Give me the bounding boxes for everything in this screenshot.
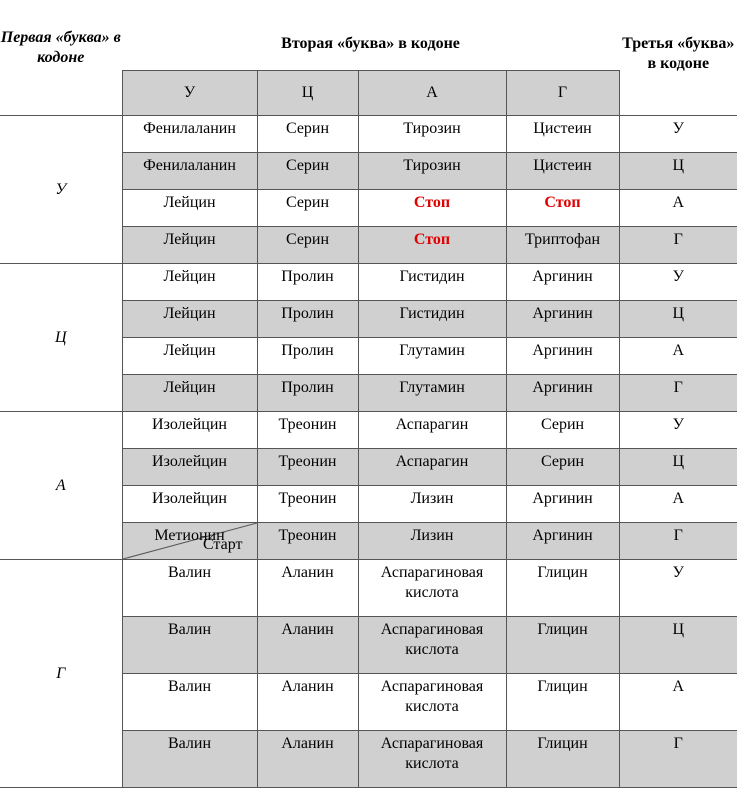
- amino-acid-cell: Лейцин: [122, 301, 257, 338]
- amino-acid-cell: Глутамин: [358, 338, 506, 375]
- third-letter-cell: Ц: [619, 301, 737, 338]
- amino-acid-cell: Глицин: [506, 731, 619, 788]
- table-row: [0, 116, 737, 153]
- table-body: [0, 116, 737, 788]
- amino-acid-cell: Изолейцин: [122, 449, 257, 486]
- amino-acid-cell: Серин: [506, 412, 619, 449]
- amino-acid-cell: Аланин: [257, 617, 358, 674]
- first-letter-header: Первая «буква» в кодоне: [0, 28, 122, 116]
- amino-acid-cell: Аспарагин: [358, 412, 506, 449]
- column-header-ts: Ц: [257, 71, 358, 116]
- amino-acid-cell: Пролин: [257, 375, 358, 412]
- column-header-a: А: [358, 71, 506, 116]
- column-header-g: Г: [506, 71, 619, 116]
- amino-acid-cell: Треонин: [257, 412, 358, 449]
- amino-acid-cell: Гистидин: [358, 301, 506, 338]
- amino-acid-cell: Глицин: [506, 560, 619, 617]
- amino-acid-cell: Лейцин: [122, 264, 257, 301]
- first-letter-cell: У: [0, 116, 122, 264]
- first-letter-cell: Ц: [0, 264, 122, 412]
- amino-acid-cell: Лизин: [358, 486, 506, 523]
- amino-acid-cell: Серин: [257, 116, 358, 153]
- amino-acid-cell: Лизин: [358, 523, 506, 560]
- third-letter-cell: У: [619, 412, 737, 449]
- amino-acid-cell: Серин: [257, 153, 358, 190]
- amino-acid-cell: Фенилаланин: [122, 153, 257, 190]
- split-cell: [122, 523, 257, 560]
- stop-codon-cell: Стоп: [358, 190, 506, 227]
- amino-acid-cell: Треонин: [257, 486, 358, 523]
- third-letter-cell: А: [619, 338, 737, 375]
- first-letter-cell: А: [0, 412, 122, 560]
- amino-acid-cell: Тирозин: [358, 116, 506, 153]
- stop-codon-cell: Стоп: [358, 227, 506, 264]
- amino-acid-cell: Аргинин: [506, 264, 619, 301]
- amino-acid-cell: Треонин: [257, 449, 358, 486]
- amino-acid-cell: Фенилаланин: [122, 116, 257, 153]
- third-letter-cell: Ц: [619, 153, 737, 190]
- amino-acid-cell: Глицин: [506, 617, 619, 674]
- first-letter-cell: Г: [0, 560, 122, 788]
- amino-acid-cell: Аргинин: [506, 486, 619, 523]
- amino-acid-cell: Аспарагиновая кислота: [358, 674, 506, 731]
- amino-acid-cell: Цистеин: [506, 116, 619, 153]
- amino-acid-cell: Аргинин: [506, 301, 619, 338]
- third-letter-cell: А: [619, 486, 737, 523]
- amino-acid-cell: Валин: [122, 617, 257, 674]
- third-letter-cell: Г: [619, 523, 737, 560]
- amino-acid-cell: Аспарагиновая кислота: [358, 617, 506, 674]
- third-letter-cell: У: [619, 116, 737, 153]
- genetic-code-table: [0, 28, 737, 788]
- amino-acid-cell: Глицин: [506, 674, 619, 731]
- amino-acid-cell: Аргинин: [506, 338, 619, 375]
- third-letter-header: Третья «буква» в кодоне: [622, 35, 735, 72]
- amino-acid-cell: Гистидин: [358, 264, 506, 301]
- amino-acid-cell: Валин: [122, 560, 257, 617]
- amino-acid-cell: Пролин: [257, 301, 358, 338]
- amino-acid-cell: Глутамин: [358, 375, 506, 412]
- amino-acid-cell: Валин: [122, 674, 257, 731]
- amino-acid-cell: Аспарагин: [358, 449, 506, 486]
- second-letter-header: Вторая «буква» в кодоне: [281, 35, 460, 52]
- amino-acid-cell: Триптофан: [506, 227, 619, 264]
- third-letter-cell: У: [619, 264, 737, 301]
- third-letter-cell: Г: [619, 375, 737, 412]
- third-letter-cell: А: [619, 674, 737, 731]
- amino-acid-cell: Тирозин: [358, 153, 506, 190]
- amino-acid-cell: Лейцин: [122, 227, 257, 264]
- amino-acid-cell: Валин: [122, 731, 257, 788]
- third-letter-cell: Ц: [619, 617, 737, 674]
- amino-acid-cell: Лейцин: [122, 190, 257, 227]
- third-letter-cell: Г: [619, 227, 737, 264]
- amino-acid-cell: Серин: [506, 449, 619, 486]
- amino-acid-cell: Изолейцин: [122, 486, 257, 523]
- amino-acid-cell: Пролин: [257, 264, 358, 301]
- third-letter-cell: Ц: [619, 449, 737, 486]
- amino-acid-cell: Пролин: [257, 338, 358, 375]
- amino-acid-cell: Аргинин: [506, 523, 619, 560]
- table-row: [0, 412, 737, 449]
- column-header-u: У: [122, 71, 257, 116]
- third-letter-cell: А: [619, 190, 737, 227]
- amino-acid-cell: Цистеин: [506, 153, 619, 190]
- start-label: Старт: [202, 536, 243, 553]
- amino-acid-cell: Аргинин: [506, 375, 619, 412]
- third-letter-cell: У: [619, 560, 737, 617]
- amino-acid-cell: Изолейцин: [122, 412, 257, 449]
- amino-acid-cell: Аланин: [257, 731, 358, 788]
- amino-acid-cell: Треонин: [257, 523, 358, 560]
- amino-acid-cell: Серин: [257, 227, 358, 264]
- amino-acid-cell: Аспарагиновая кислота: [358, 731, 506, 788]
- amino-acid-cell: Лейцин: [122, 338, 257, 375]
- table-row: [0, 560, 737, 617]
- third-letter-cell: Г: [619, 731, 737, 788]
- amino-acid-cell: Аспарагиновая кислота: [358, 560, 506, 617]
- stop-codon-cell: Стоп: [506, 190, 619, 227]
- amino-acid-cell: Аланин: [257, 560, 358, 617]
- amino-acid-cell: Лейцин: [122, 375, 257, 412]
- amino-acid-cell: Аланин: [257, 674, 358, 731]
- amino-acid-name: Метионин: [154, 527, 225, 544]
- table-row: [0, 264, 737, 301]
- amino-acid-cell: Серин: [257, 190, 358, 227]
